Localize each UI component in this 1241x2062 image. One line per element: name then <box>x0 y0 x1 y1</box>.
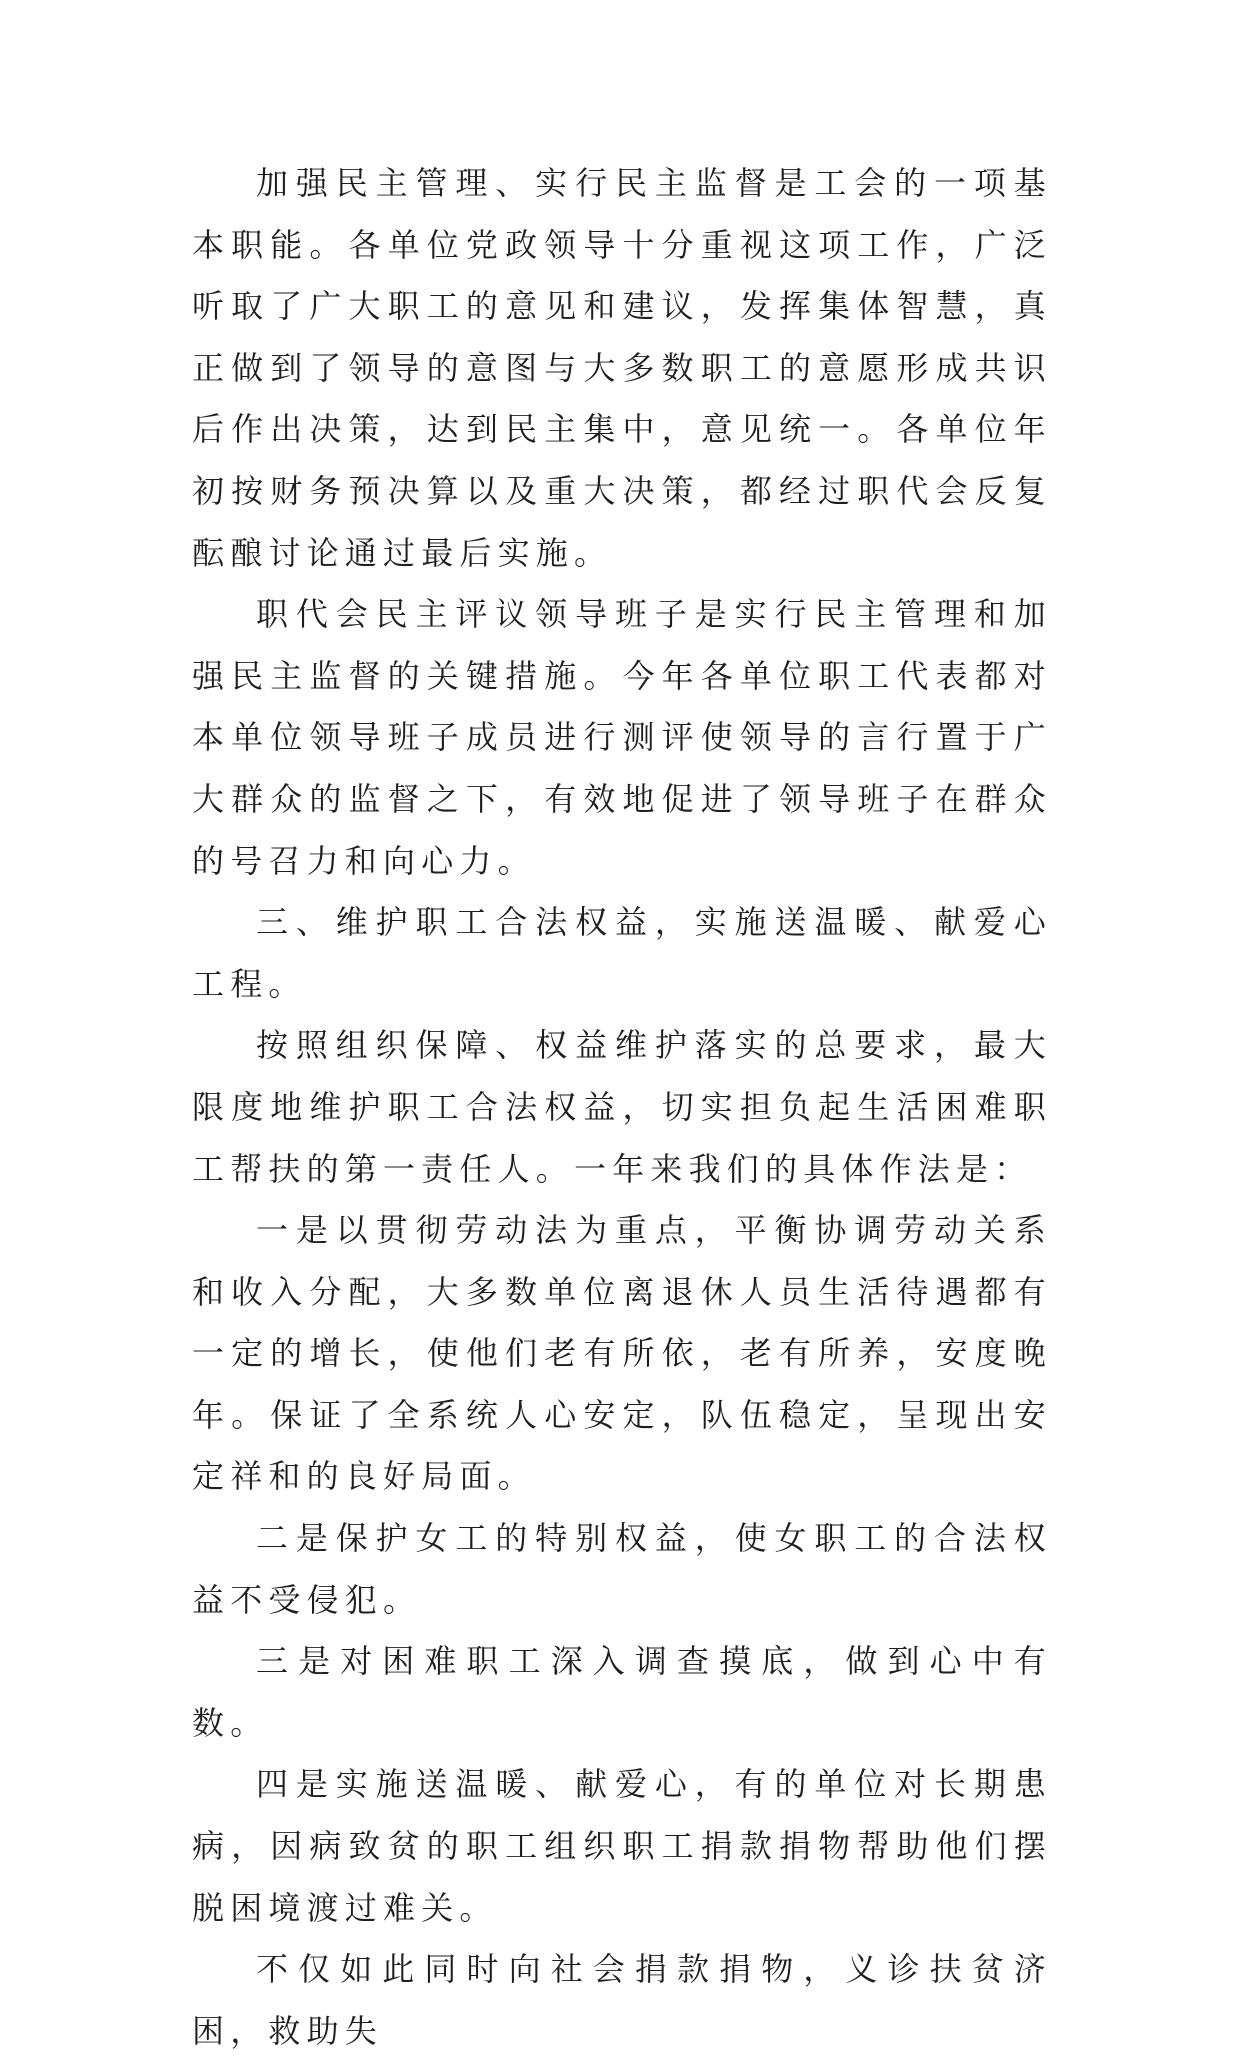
paragraph-point-three: 三是对困难职工深入调查摸底，做到心中有数。 <box>192 1642 1052 1742</box>
section-heading-rights: 三、维护职工合法权益，实施送温暖、献爱心工程。 <box>192 903 1052 1003</box>
document-body <box>192 153 1052 2062</box>
paragraph-democratic-management: 加强民主管理、实行民主监督是工会的一项基本职能。各单位党政领导十分重视这项工作，广泛听取了广大职工的意见和建议，发挥集体智慧，真正做到了领导的意图与大多数职工的意愿形成共识后作出决策，达到民主集中，意见统一。各单位年初按财务预决算以及重大决策，都经过职代会反复酝酿讨论通过最后实施。 <box>192 164 1052 572</box>
paragraph-leadership-evaluation: 职代会民主评议领导班子是实行民主管理和加强民主监督的关键措施。今年各单位职工代表都对本单位领导班子成员进行测评使领导的言行置于广大群众的监督之下，有效地促进了领导班子在群众的号召力和向心力。 <box>192 595 1052 880</box>
paragraph-rights-overview: 按照组织保障、权益维护落实的总要求，最大限度地维护职工合法权益，切实担负起生活困难职工帮扶的第一责任人。一年来我们的具体作法是： <box>192 1026 1052 1188</box>
paragraph-continuation: 不仅如此同时向社会捐款捐物，义诊扶贫济困，救助失 <box>192 1950 1052 2050</box>
paragraph-point-two: 二是保护女工的特别权益，使女职工的合法权益不受侵犯。 <box>192 1519 1052 1619</box>
paragraph-point-four: 四是实施送温暖、献爱心，有的单位对长期患病，因病致贫的职工组织职工捐款捐物帮助他们摆脱困境渡过难关。 <box>192 1765 1052 1927</box>
paragraph-point-one: 一是以贯彻劳动法为重点，平衡协调劳动关系和收入分配，大多数单位离退休人员生活待遇都有一定的增长，使他们老有所依，老有所养，安度晚年。保证了全系统人心安定，队伍稳定，呈现出安定祥和的良好局面。 <box>192 1211 1052 1496</box>
